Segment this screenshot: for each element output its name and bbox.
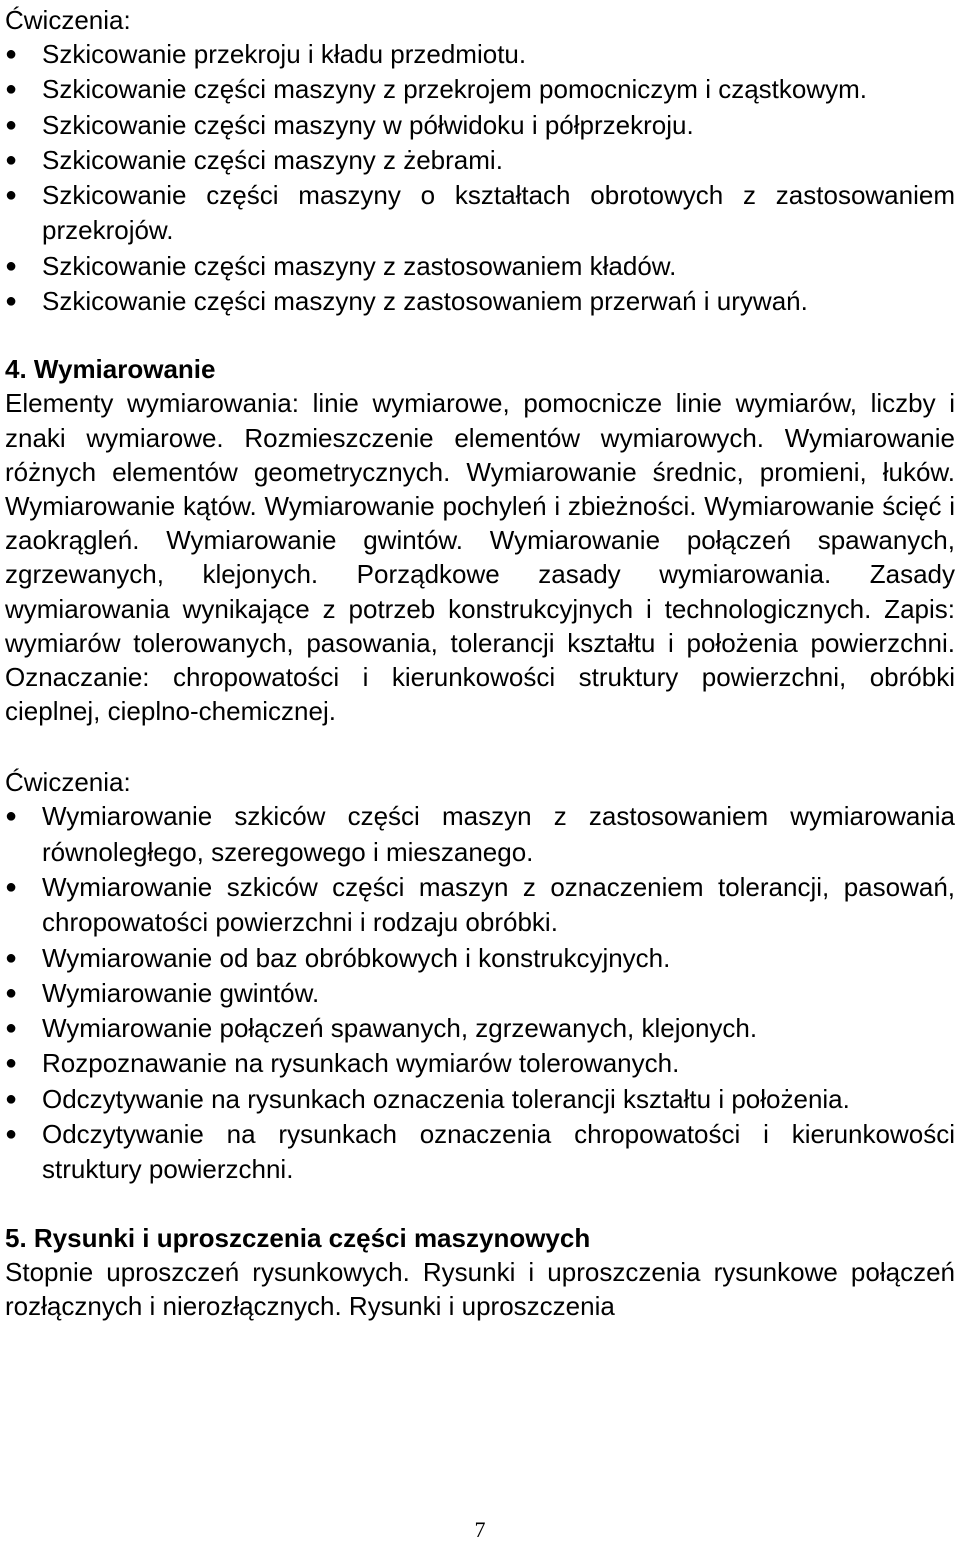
section-4-paragraph: Elementy wymiarowania: linie wymiarowe, pomocnicze linie wymiarów, liczby i znaki wymiarowe. Rozmieszczenie elementów wymiarowych. Wymiarowanie różnych elementów geometrycznych. Wymiarowanie średnic, promieni, łuków. Wymiarowanie kątów. Wymiarowanie pochyleń i zbieżności. Wymiarowanie ścięć i zaokrągleń. Wymiarowanie gwintów. Wymiarowanie połączeń spawanych, zgrzewanych, klejonych. Porządkowe zasady wymiarowania. Zasady wymiarowania wynikające z potrzeb konstrukcyjnych i technologicznych. Zapis: wymiarów tolerowanych, pasowania, tolerancji kształtu i położenia powierzchni. Oznaczanie: chropowatości i kierunkowości struktury powierzchni, obróbki cieplnej, cieplno-chemicznej. (5, 388, 955, 727)
list-item: ● Wymiarowanie połączeń spawanych, zgrzewanych, klejonych. (5, 1011, 955, 1046)
list-item: ● Szkicowanie części maszyny w półwidoku i półprzekroju. (5, 108, 955, 143)
list-item: ● Wymiarowanie szkiców części maszyn z oznaczeniem tolerancji, pasowań, chropowatości powierzchni i rodzaju obróbki. (5, 872, 955, 938)
section-5-heading: 5. Rysunki i uproszczenia części maszynowych (5, 1222, 591, 1253)
bullet-icon: ● (5, 113, 18, 136)
exercises-list-1 (5, 37, 955, 319)
bullet-icon: ● (5, 1123, 18, 1146)
bullet-icon: ● (5, 43, 18, 65)
list-item: ● Szkicowanie części maszyny z żebrami. (5, 143, 955, 178)
bullet-icon: ● (5, 1087, 18, 1110)
bullet-icon: ● (5, 290, 18, 313)
list-item: ● Odczytywanie na rysunkach oznaczenia chropowatości i kierunkowości struktury powierzchni. (5, 1119, 955, 1185)
list-item: ● Szkicowanie części maszyny z zastosowaniem kładów. (5, 249, 955, 284)
list-item: ● Wymiarowanie gwintów. (5, 976, 955, 1011)
list-item: ● Szkicowanie części maszyny o kształtach obrotowych z zastosowaniem przekrojów. (5, 180, 955, 246)
list-item: ● Szkicowanie części maszyny z zastosowaniem przerwań i urywań. (5, 284, 955, 319)
bullet-icon: ● (5, 254, 18, 277)
exercises-list-2 (5, 799, 955, 1187)
page-number: 7 (474, 1517, 486, 1542)
document-page (5, 0, 955, 1323)
bullet-icon: ● (5, 946, 18, 969)
list-item: ● Szkicowanie części maszyny z przekrojem pomocniczym i cząstkowym. (5, 72, 955, 107)
list-item: ● Wymiarowanie od baz obróbkowych i konstrukcyjnych. (5, 941, 955, 976)
list-item: ● Rozpoznawanie na rysunkach wymiarów tolerowanych. (5, 1046, 955, 1081)
bullet-icon: ● (5, 805, 18, 828)
list-item: ● Odczytywanie na rysunkach oznaczenia tolerancji kształtu i położenia. (5, 1082, 955, 1117)
bullet-icon: ● (5, 78, 18, 101)
bullet-icon: ● (5, 184, 18, 207)
bullet-icon: ● (5, 1017, 18, 1040)
section-4-heading: 4. Wymiarowanie (5, 354, 216, 385)
bullet-icon: ● (5, 1052, 18, 1075)
section-5-paragraph: Stopnie uproszczeń rysunkowych. Rysunki i uproszczenia rysunkowe połączeń rozłącznych i nierozłącznych. Rysunki i uproszczenia (5, 1256, 955, 1321)
bullet-icon: ● (5, 148, 18, 171)
list-item: ● Wymiarowanie szkiców części maszyn z zastosowaniem wymiarowania równoległego, szeregowego i mieszanego. (5, 801, 955, 867)
bullet-icon: ● (5, 876, 18, 898)
exercises-label-2: Ćwiczenia: (5, 767, 131, 798)
list-item: ● Szkicowanie przekroju i kładu przedmiotu. (5, 37, 955, 72)
exercises-label-1: Ćwiczenia: (5, 5, 131, 35)
bullet-icon: ● (5, 981, 18, 1004)
